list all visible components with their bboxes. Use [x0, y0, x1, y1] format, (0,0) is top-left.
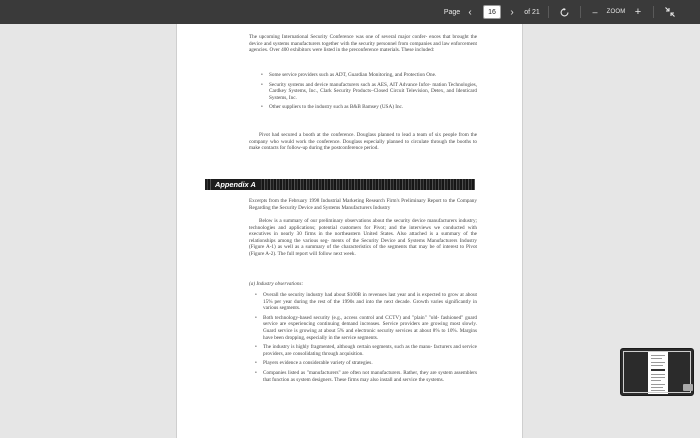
pdf-page — [176, 24, 523, 438]
paragraph-summary: Below is a summary of our preliminary observations about the security device manufacturers industry; technologies and applications; potential customers for Pivot; and the interviews we conducted with executives in nearly 30 firms in the northeastern United States. Also attached is a summary of the relationships among the various seg- ments of the Security Device and Systems Manufacturers Industry (Figure A-1) as well as a summary of the characteristics of the segments that may be of interest to Pivot (Figure A-2). The full report will follow next week. — [249, 218, 477, 257]
thumbnail-handle[interactable] — [683, 384, 693, 391]
list-item: • Companies listed as "manufacturers" are often not manufacturers. Rather, they are system assemblers that function as system designers. These firms may also install and service the systems. — [255, 370, 477, 383]
list-item: • The industry is highly fragmented, although certain segments, such as the manu- facturers and service providers, are consolidating through acquisition. — [255, 344, 477, 357]
industry-observations-heading: (a) Industry observations: — [249, 281, 304, 287]
zoom-in-button[interactable]: + — [634, 6, 642, 18]
paragraph-booth: Pivot had secured a booth at the conference. Douglass planned to lead a team of six people from the company who would work the conference. Douglass especially planned to circulate through the booths to make contacts for follow-up during the postconference period. — [249, 132, 477, 152]
list-item: • Both technology-based security (e.g., access control and CCTV) and "plain" "old- fashioned" guard service are experiencing continuing demand increases. Service providers are growing most slowly. Guard service is growing at about 5% and electronic security services at about 8% to 10%. Margins have been dropping, especially in the service segments. — [255, 315, 477, 341]
paragraph-excerpts: Excerpts from the February 1998 Industrial Marketing Research Firm's Preliminary Report to the Company Regarding the Security Device and Systems Manufacturers Industry — [249, 198, 477, 211]
page-number-input[interactable] — [483, 5, 501, 19]
list-item: • Other suppliers to the industry such as B&B Bamsey (USA) Inc. — [261, 104, 477, 111]
appendix-title: Appendix A — [211, 179, 260, 190]
viewer-toolbar — [0, 0, 700, 24]
toolbar-divider — [548, 6, 549, 18]
list-item: • Overall the security industry had about $100B in revenues last year and is expected to grow at about 15% per year during the rest of the 1990s and into the next decade. Growth varies significantly in various segments. — [255, 292, 477, 312]
appendix-header-bar — [205, 179, 475, 190]
observations-list — [255, 292, 477, 383]
list-item: • Some service providers such as ADT, Guardian Monitoring, and Protection One. — [261, 72, 477, 79]
thumbnail-viewport-frame[interactable] — [623, 351, 691, 393]
collapse-icon[interactable] — [663, 0, 677, 24]
chevron-right-icon[interactable]: › — [510, 6, 514, 18]
total-pages: of 21 — [524, 8, 540, 16]
paragraph-conference: The upcoming International Security Conference was one of several major confer- ences that brought the device and systems manufacturers together with the security personnel from companies and law enforcement agencies. Over 400 exhibitors were listed in the preconference materials. These included: — [249, 34, 477, 54]
list-item: • Players evidence a considerable variety of strategies. — [255, 360, 477, 367]
zoom-out-button[interactable]: – — [592, 7, 598, 17]
list-item: • Security systems and device manufacturers such as AES, AIT Advance Infor- mation Technologies, Cardkey Systems, Inc., Clark Security Products–Closed Circuit Television, Detex, and Identicard Systems, Inc. — [261, 82, 477, 102]
zoom-label: ZOOM — [606, 9, 626, 15]
toolbar-divider — [580, 6, 581, 18]
chevron-left-icon[interactable]: ‹ — [468, 6, 472, 18]
rotate-icon[interactable] — [558, 0, 570, 24]
exhibitor-list — [261, 72, 477, 111]
toolbar-divider — [653, 6, 654, 18]
page-label: Page — [443, 8, 461, 16]
